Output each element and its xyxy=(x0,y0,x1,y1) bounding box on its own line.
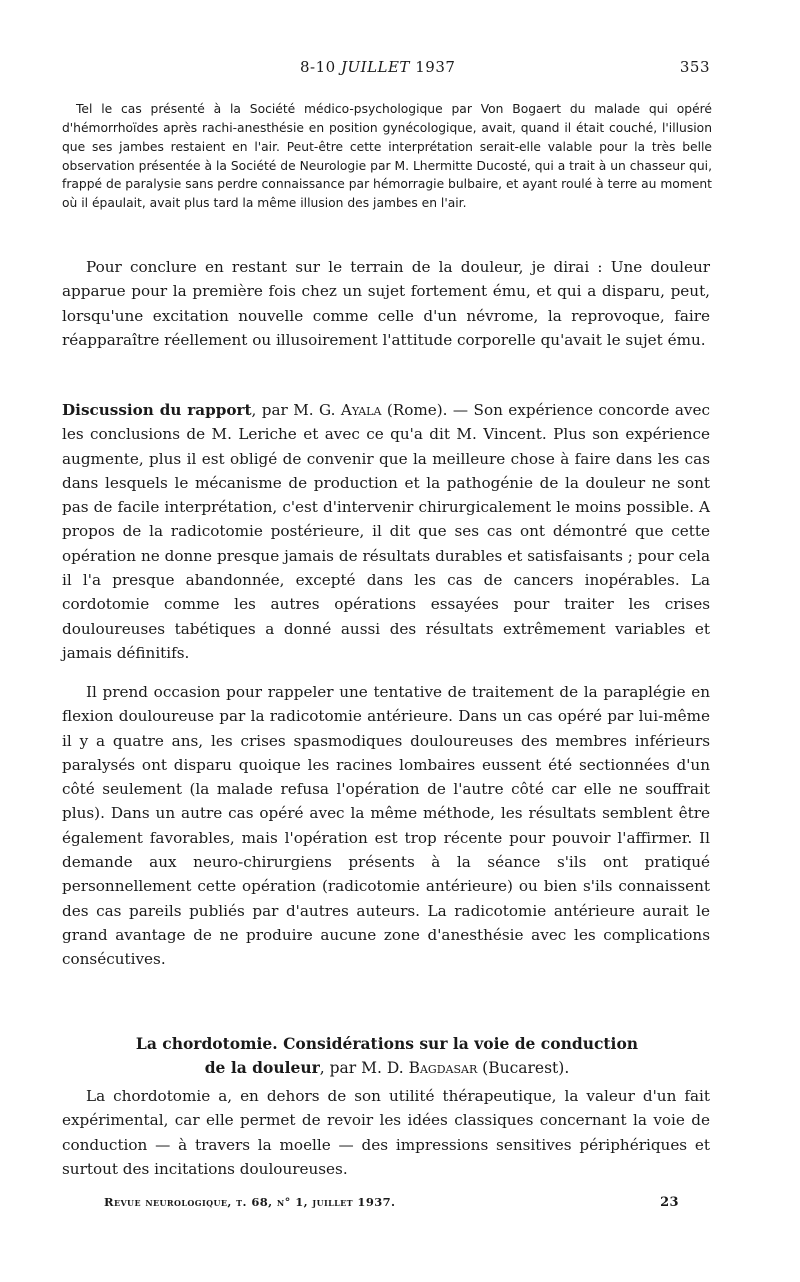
footer-folio: 23 xyxy=(660,1195,679,1210)
section-title-line2-bold: de la douleur xyxy=(204,1058,320,1077)
section-title xyxy=(62,1032,712,1080)
header-date-year: 1937 xyxy=(415,58,456,76)
header-date xyxy=(300,58,455,76)
section-title-prefix: , par M. D. xyxy=(319,1059,409,1077)
section-title-author: Bagdasar xyxy=(408,1059,478,1077)
discussion-paragraph xyxy=(62,398,710,665)
footnote-paragraph: Tel le cas présenté à la Société médico-psychologique par Von Bogaert du malade qui opéré d'hémorrhoïdes après rachi-anesthésie en position gynécologique, avait, quand il était couché, l'illusion que ses jambes restaient en l'air. Peut-être cette interprétation serait-elle valable pour la très belle observation présentée à la Société de Neurologie par M. Lhermitte Ducosté, qui a trait à un chasseur qui, frappé de paralysie sans perdre connaissance par hémorragie bulbaire, et ayant roulé à terre au moment où il épaulait, avait plus tard la même illusion des jambes en l'air. xyxy=(62,102,712,211)
chordotomie-paragraph: La chordotomie a, en dehors de son utilité thérapeutique, la valeur d'un fait expérimental, car elle permet de revoir les idées classiques concernant la voie de conduction — à travers la moelle — des impressions sensitives périphériques et surtout des incitations douloureuses. xyxy=(62,1087,710,1178)
section-title-line2 xyxy=(62,1056,712,1080)
radicotomie-paragraph: Il prend occasion pour rappeler une tentative de traitement de la paraplégie en flexion douloureuse par la radicotomie antérieure. Dans un cas opéré par lui-même il y a quatre ans, les crises spasmodiques douloureuses des membres inférieurs paralysés ont disparu quoique les racines lombaires eussent été sectionnées d'un côté seulement (la malade refusa l'opération de l'autre côté car elle ne souffrait plus). Dans un autre cas opéré avec la même méthode, les résultats semblent être également favorables, mais l'opération est trop récente pour pouvoir l'affirmer. Il demande aux neuro-chirurgiens présents à la séance s'ils ont pratiqué personnellement cette opération (radicotomie antérieure) ou bien s'ils connaissent des cas pareils publiés par d'autres auteurs. La radicotomie antérieure aurait le grand avantage de ne produire aucune zone d'anesthésie avec les complications consécutives. xyxy=(62,683,710,969)
section-title-line1: La chordotomie. Considérations sur la voie de conduction xyxy=(135,1034,639,1053)
header-date-day: 8-10 xyxy=(300,58,336,76)
section-title-suffix: (Bucarest). xyxy=(477,1059,570,1077)
discussion-author-suffix: (Rome). — xyxy=(381,401,469,419)
page-footer xyxy=(104,1195,679,1209)
discussion-body: Son expérience concorde avec les conclusions de M. Leriche et avec ce qu'a dit M. Vincent. Plus son expérience augmente, plus il est obligé de convenir que la meilleure chose à faire dans les cas dans lesquels le mécanisme de production et la pathogénie de la douleur ne sont pas de facile interprétation, c'est d'intervenir chirurgicalement le moins possible. A propos de la radicotomie postérieure, il dit que ses cas ont démontré que cette opération ne donne presque jamais de résultats durables et satisfaisants ; pour cela il l'a presque abandonnée, excepté dans les cas de cancers inopérables. La cordotomie comme les autres opérations essayées pour traiter les crises douloureuses tabétiques a donné aussi des résultats extrêmement variables et jamais définitifs. xyxy=(62,401,710,662)
conclusion-paragraph: Pour conclure en restant sur le terrain de la douleur, je dirai : Une douleur apparue pour la première fois chez un sujet fortement ému, et qui a disparu, peut, lorsqu'une excitation nouvelle comme celle d'un névrome, la reprovoque, faire réapparaître réellement ou illusoirement l'attitude corporelle qu'avait le sujet ému. xyxy=(62,258,710,349)
discussion-author-prefix: , par M. G. xyxy=(251,401,341,419)
footer-journal: Revue neurologique, t. 68, n° 1, juillet 1937. xyxy=(104,1195,396,1209)
discussion-heading: Discussion du rapport xyxy=(62,401,252,419)
header-page-number: 353 xyxy=(679,58,710,76)
discussion-author-name: Ayala xyxy=(340,401,382,419)
header-date-month: JUILLET xyxy=(340,58,410,76)
